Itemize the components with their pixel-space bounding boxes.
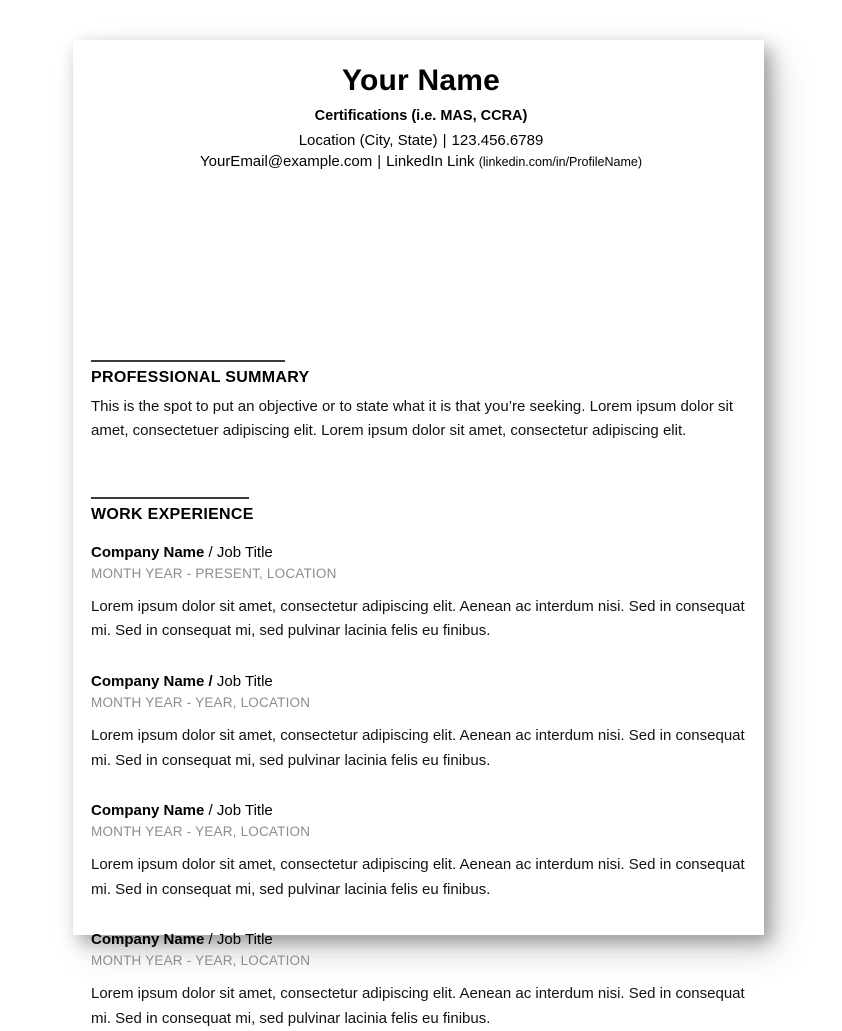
job-slash: / bbox=[208, 543, 213, 561]
linkedin-url[interactable]: (linkedin.com/in/ProfileName) bbox=[478, 155, 642, 170]
job-date-location: MONTH YEAR - YEAR, LOCATION bbox=[91, 824, 311, 840]
job-heading bbox=[91, 801, 751, 821]
location-text: Location (City, State) bbox=[298, 131, 438, 149]
resume-header bbox=[91, 40, 751, 173]
company-name: Company Name bbox=[91, 930, 205, 948]
candidate-name: Your Name bbox=[342, 64, 500, 97]
job-description: Lorem ipsum dolor sit amet, consectetur adipiscing elit. Aenean ac interdum nisi. Sed in consequat mi. Sed in consequat mi, sed pulvinar lacinia felis eu finibus. bbox=[91, 985, 745, 1027]
linkedin-label[interactable]: LinkedIn Link bbox=[386, 153, 475, 171]
job-title: Job Title bbox=[216, 672, 273, 690]
certifications-line: Certifications (i.e. MAS, CCRA) bbox=[314, 107, 528, 124]
job-heading bbox=[91, 672, 751, 692]
phone-text: 123.456.6789 bbox=[451, 131, 544, 149]
job-title: Job Title bbox=[216, 801, 273, 819]
job-slash: / bbox=[208, 801, 213, 819]
job-date-location: MONTH YEAR - PRESENT, LOCATION bbox=[91, 565, 337, 581]
job-entry bbox=[91, 930, 751, 1031]
company-name: Company Name bbox=[91, 801, 205, 819]
professional-summary-section bbox=[91, 360, 751, 444]
company-name: Company Name bbox=[91, 672, 205, 690]
job-date-location: MONTH YEAR - YEAR, LOCATION bbox=[91, 953, 311, 969]
contact-line-email-linkedin bbox=[91, 151, 751, 173]
job-title: Job Title bbox=[216, 930, 273, 948]
contact-separator: | bbox=[442, 131, 447, 149]
job-heading bbox=[91, 930, 751, 950]
job-description: Lorem ipsum dolor sit amet, consectetur adipiscing elit. Aenean ac interdum nisi. Sed in consequat mi. Sed in consequat mi, sed pulvinar lacinia felis eu finibus. bbox=[91, 598, 745, 640]
job-slash: / bbox=[208, 930, 213, 948]
section-heading-work-experience: WORK EXPERIENCE bbox=[91, 505, 254, 523]
contact-line-location-phone bbox=[91, 130, 751, 152]
email-text[interactable]: YourEmail@example.com bbox=[200, 153, 373, 171]
contact-separator: | bbox=[377, 153, 382, 171]
work-experience-section bbox=[91, 497, 751, 1031]
job-date-location: MONTH YEAR - YEAR, LOCATION bbox=[91, 694, 311, 710]
resume-page bbox=[73, 40, 764, 1027]
job-entry bbox=[91, 672, 751, 773]
company-name: Company Name bbox=[91, 543, 205, 561]
job-title: Job Title bbox=[216, 543, 273, 561]
job-slash: / bbox=[208, 672, 213, 690]
section-divider-rule bbox=[91, 497, 249, 499]
job-entry bbox=[91, 543, 751, 644]
job-description: Lorem ipsum dolor sit amet, consectetur adipiscing elit. Aenean ac interdum nisi. Sed in consequat mi. Sed in consequat mi, sed pulvinar lacinia felis eu finibus. bbox=[91, 727, 745, 769]
resume-content bbox=[91, 40, 751, 1031]
job-description: Lorem ipsum dolor sit amet, consectetur adipiscing elit. Aenean ac interdum nisi. Sed in consequat mi. Sed in consequat mi, sed pulvinar lacinia felis eu finibus. bbox=[91, 856, 745, 898]
job-heading bbox=[91, 543, 751, 563]
professional-summary-body: This is the spot to put an objective or to state what it is that you’re seeking. Lorem ipsum dolor sit amet, consectetuer adipiscing elit. Lorem ipsum dolor sit amet, consectetur adipiscing elit. bbox=[91, 397, 733, 440]
section-heading-professional-summary: PROFESSIONAL SUMMARY bbox=[91, 369, 310, 387]
section-divider-rule bbox=[91, 360, 285, 362]
job-entry bbox=[91, 801, 751, 902]
